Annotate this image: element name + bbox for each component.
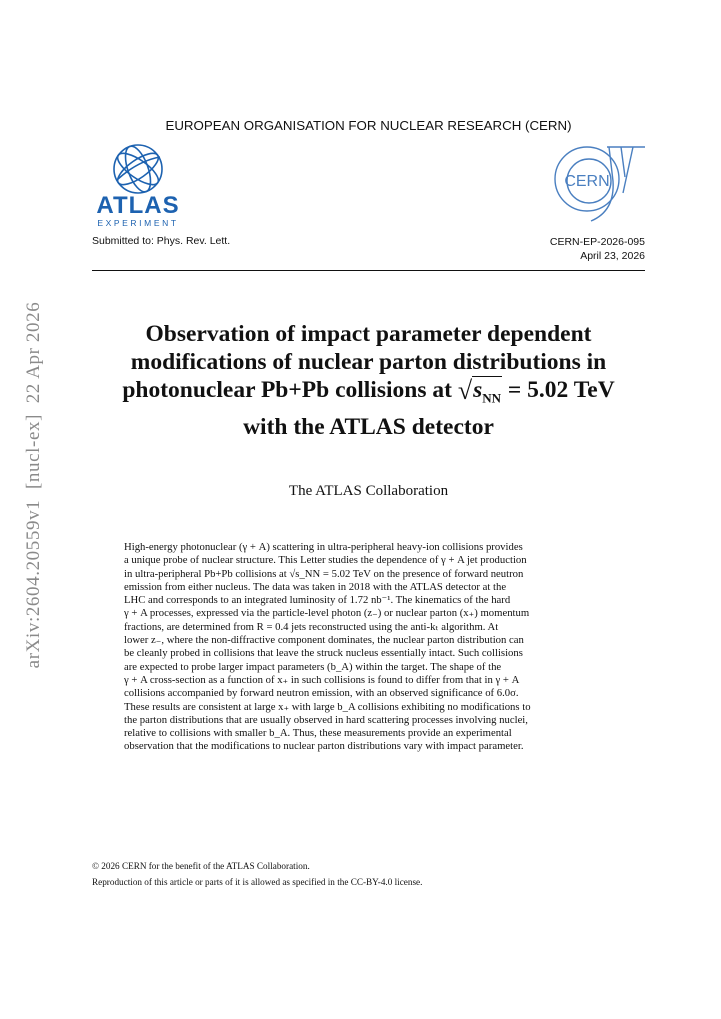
atlas-logo [94,143,184,231]
title-line-3 [92,376,645,413]
report-date: April 23, 2026 [580,250,645,262]
header-rule [92,270,645,271]
abstract-line: are expected to probe larger impact parameters (b_A) within the target. The shape of the [124,660,502,673]
sqrt-expression [458,376,502,413]
arxiv-sidebar [14,290,54,680]
authors: The ATLAS Collaboration [288,483,449,499]
cern-logo-text: CERN [564,173,610,190]
title-line-3-suffix: = 5.02 TeV [507,377,615,403]
abstract-line: in ultra-peripheral Pb+Pb collisions at √s_NN = 5.02 TeV on the presence of forward neutron [124,567,524,580]
abstract-line: a unique probe of nuclear structure. This Letter studies the dependence of γ + A jet production [124,554,527,567]
abstract-line: γ + A processes, expressed via the particle-level photon (z₋) or nuclear parton (x₊) momentum [124,607,530,620]
copyright-notice [92,858,645,890]
report-info [550,235,645,263]
copyright-line-2: Reproduction of this article or parts of it is allowed as specified in the CC-BY-4.0 license. [92,877,423,887]
title-line-3-prefix: photonuclear Pb+Pb collisions at [122,377,452,403]
copyright-line-1: © 2026 CERN for the benefit of the ATLAS Collaboration. [92,861,310,871]
abstract-line: the parton distributions that are usually observed in hard scattering processes involving nuclei, [124,713,528,726]
abstract-line: collisions accompanied by forward neutron emission, with an observed significance of 6.0σ. [124,687,519,700]
abstract-line: observation that the modifications to nuclear parton distributions vary with impact parameter. [124,740,524,753]
title-line-2: modifications of nuclear parton distributions in [130,349,607,375]
abstract-line: emission from either nucleus. The data was taken in 2018 with the ATLAS detector at the [124,580,507,593]
abstract-line: lower z₋, where the non-diffractive component dominates, the nuclear parton distribution can [124,634,524,647]
abstract-line: be cleanly probed in collisions that leave the struck nucleus essentially intact. Such collisions [124,647,523,660]
atlas-logo-text: ATLAS [96,192,180,219]
organisation-heading: EUROPEAN ORGANISATION FOR NUCLEAR RESEARCH (CERN) [165,118,572,133]
sqrt-subscript: NN [482,390,502,406]
cern-logo [551,141,649,229]
title-line-4: with the ATLAS detector [243,413,494,440]
abstract-line: γ + A cross-section as a function of x₊ in such collisions is found to differ from that in γ + A [124,673,520,686]
atlas-logo-subtext: EXPERIMENT [97,218,179,228]
abstract-line: relative to collisions with smaller b_A. Thus, these measurements provide an experimental [124,727,512,740]
title-line-1: Observation of impact parameter dependent [145,321,592,347]
submitted-to: Submitted to: Phys. Rev. Lett. [92,235,231,247]
abstract-line: These results are consistent at large x₊ with large b_A collisions exhibiting no modifications to [124,700,531,713]
report-number: CERN-EP-2026-095 [549,236,645,248]
arxiv-identifier: arXiv:2604.20559v1 [nucl-ex] 22 Apr 2026 [23,301,44,669]
abstract-line: fractions, are determined from R = 0.4 jets reconstructed using the anti-kₜ algorithm. At [124,620,499,633]
sqrt-symbol: √ [457,376,473,405]
abstract [124,541,613,754]
abstract-line: LHC and corresponds to an integrated luminosity of 1.72 nb⁻¹. The kinematics of the hard [124,594,511,607]
abstract-line: High-energy photonuclear (γ + A) scattering in ultra-peripheral heavy-ion collisions provides [124,541,523,553]
paper-title [92,320,645,441]
sqrt-variable: s [473,377,483,403]
